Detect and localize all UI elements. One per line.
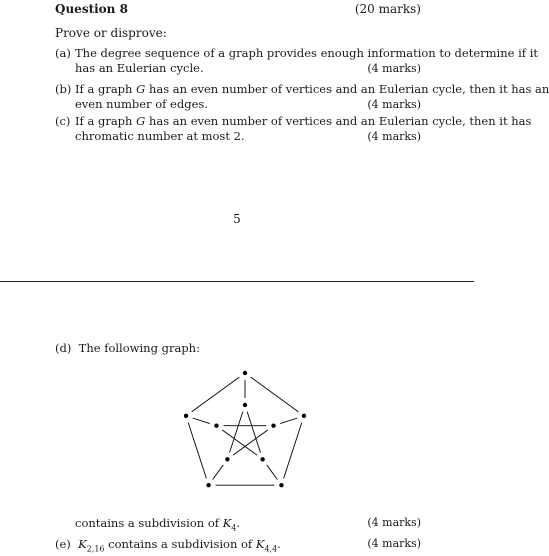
page-divider <box>0 281 474 282</box>
graph-vertex <box>302 414 306 418</box>
graph-edge <box>193 418 210 424</box>
part-d-marks: (4 marks) <box>367 516 421 529</box>
graph-edges <box>188 377 302 485</box>
graph-edge <box>280 418 297 424</box>
graph-edge <box>213 465 224 480</box>
part-d-intro <box>55 341 200 355</box>
graph-edge <box>233 430 268 455</box>
part-e-label: (e) <box>55 537 71 551</box>
graph-edge <box>267 465 278 480</box>
part-c-line2: chromatic number at most 2. <box>75 129 245 143</box>
part-b <box>55 82 549 112</box>
part-b-line2: even number of edges. <box>75 97 208 111</box>
graph-vertex <box>279 483 283 487</box>
part-b-marks: (4 marks) <box>367 98 421 111</box>
graph-edge <box>230 412 243 453</box>
part-d-conclusion: contains a subdivision of $K_4$. <box>75 516 241 533</box>
graph-vertex <box>260 457 264 461</box>
graph-edge <box>188 422 206 478</box>
part-d-label: (d) <box>55 341 72 355</box>
petersen-graph <box>175 365 315 500</box>
question-title: Question 8 <box>55 2 128 16</box>
part-a-line1: The degree sequence of a graph provides enough information to determine if it <box>75 46 538 60</box>
part-a-label: (a) <box>55 46 71 60</box>
graph-vertex <box>184 414 188 418</box>
question-marks: (20 marks) <box>354 2 421 16</box>
part-e: (e) $K_{2,16}$ contains a subdivision of $K_{4,4}$. <box>55 537 281 554</box>
graph-vertex <box>271 424 275 428</box>
graph-edge <box>251 377 299 412</box>
graph-vertex <box>225 457 229 461</box>
graph-vertex <box>243 403 247 407</box>
page-number: 5 <box>233 212 241 226</box>
graph-edge <box>284 422 302 478</box>
part-b-label: (b) <box>55 82 72 96</box>
part-a <box>55 46 538 76</box>
part-c <box>55 114 532 144</box>
part-e-marks: (4 marks) <box>367 537 421 550</box>
graph-edge <box>222 430 257 455</box>
graph-vertex <box>214 424 218 428</box>
graph-vertex <box>206 483 210 487</box>
part-c-line1: If a graph G has an even number of vertices and an Eulerian cycle, then it has <box>75 114 532 128</box>
part-a-line2: has an Eulerian cycle. <box>75 61 204 75</box>
part-c-label: (c) <box>55 114 71 128</box>
part-c-marks: (4 marks) <box>367 130 421 143</box>
graph-edge <box>192 377 240 412</box>
part-a-marks: (4 marks) <box>367 62 421 75</box>
graph-edge <box>247 412 260 453</box>
graph-variable: G <box>136 114 146 128</box>
graph-vertex <box>243 371 247 375</box>
question-intro: Prove or disprove: <box>55 26 167 40</box>
part-d-text: The following graph: <box>78 341 200 355</box>
graph-variable: G <box>136 82 146 96</box>
part-b-line1: If a graph G has an even number of vertices and an Eulerian cycle, then it has an <box>75 82 549 96</box>
